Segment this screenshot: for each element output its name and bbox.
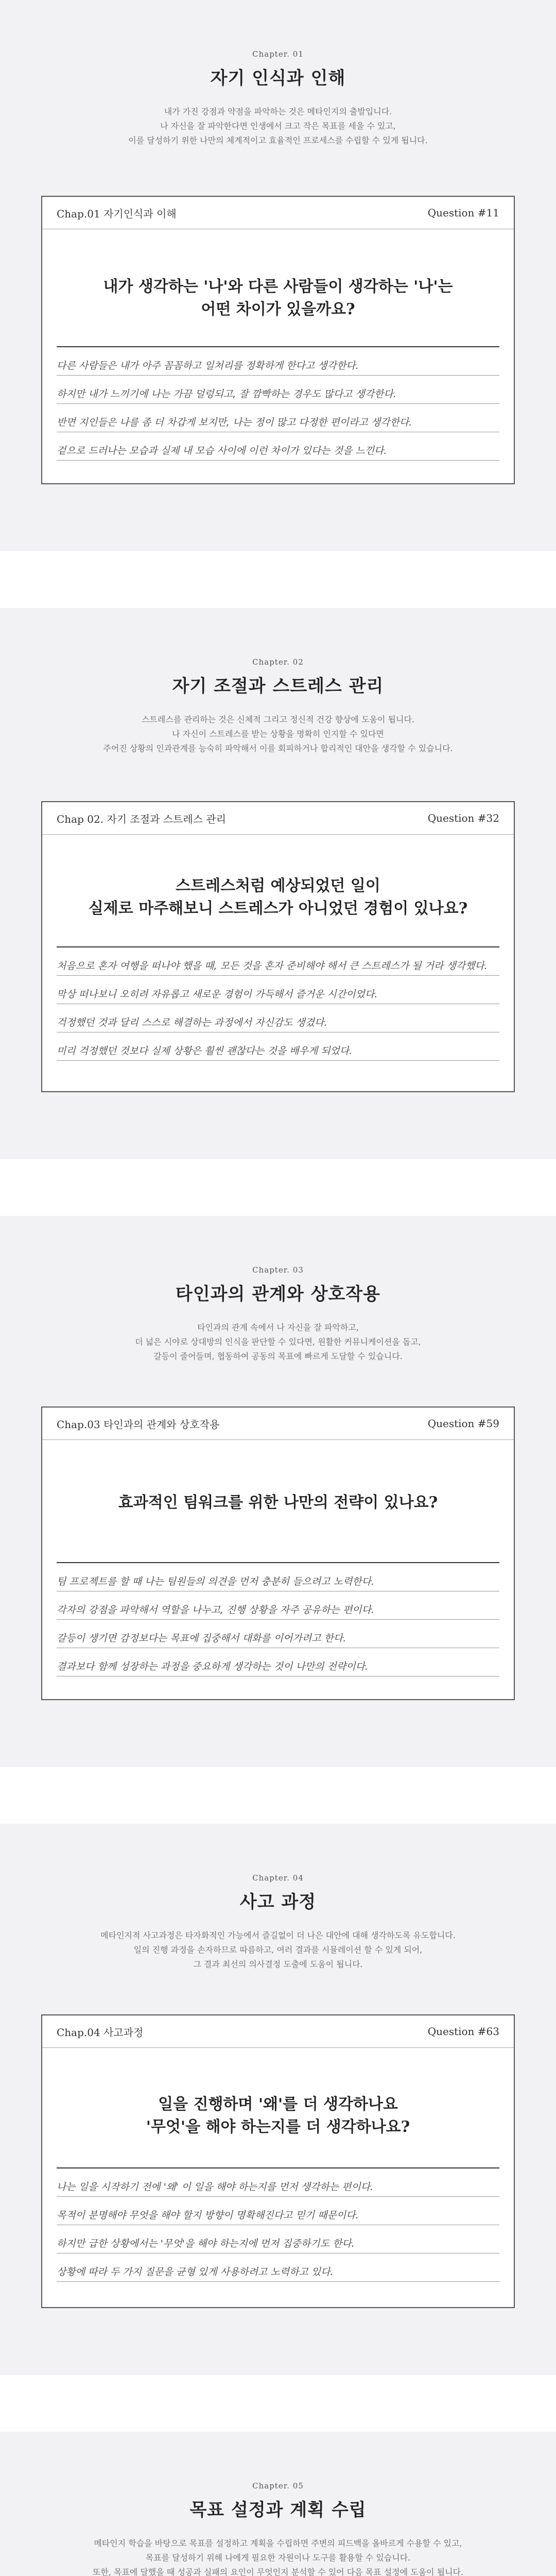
answer-line: 하지만 내가 느끼기에 나는 가끔 덜렁되고, 잘 깜빡하는 경우도 많다고 생각한다. — [57, 376, 499, 404]
question-text — [42, 875, 514, 920]
chapter-title: 목표 설정과 계획 수립 — [189, 2500, 367, 2520]
answer-line: 갈등이 생기면 감정보다는 목표에 집중해서 대화를 이어가려고 한다. — [57, 1620, 499, 1648]
answer-line: 걱정했던 것과 달리 스스로 해결하는 과정에서 자신감도 생겼다. — [57, 1004, 499, 1032]
description-line: 갈등이 줄어들며, 협동하여 공동의 목표에 빠르게 도달할 수 있습니다. — [153, 1351, 403, 1361]
chapter-description — [0, 713, 556, 756]
answer-line: 다른 사람들은 내가 아주 꼼꼼하고 일처리를 정확하게 한다고 생각한다. — [57, 347, 499, 376]
card-header — [42, 1408, 514, 1440]
card-chapter-label: Chap 02. 자기 조절과 스트레스 관리 — [57, 812, 227, 825]
description-line: 나 자신을 잘 파악한다면 인생에서 크고 작은 목표를 세울 수 있고, — [160, 121, 396, 131]
chapter-section-5 — [0, 2432, 556, 2576]
answer-area[interactable] — [57, 346, 499, 461]
chapter-label: Chapter. 04 — [252, 1873, 304, 1883]
answer-line: 막상 떠나보니 오히려 자유롭고 새로운 경험이 가득해서 즐거운 시간이었다. — [57, 976, 499, 1004]
answer-line: 팀 프로젝트를 할 때 나는 팀원들의 의견을 먼저 충분히 들으려고 노력한다. — [57, 1563, 499, 1591]
answer-line: 상황에 따라 두 가지 질문을 균형 있게 사용하려고 노력하고 있다. — [57, 2253, 499, 2282]
description-line: 그 결과 최선의 의사결정 도출에 도움이 됩니다. — [193, 1959, 363, 1969]
description-line: 메타인지 학습을 바탕으로 목표를 설정하고 계획을 수립하면 주변의 피드백을 올바르게 수용할 수 있고, — [94, 2538, 462, 2548]
description-line: 또한, 목표에 달했을 때 성공과 실패의 요인이 무엇인지 분석할 수 있어 다음 목표 설정에 도움이 됩니다. — [92, 2567, 464, 2576]
chapter-title: 타인과의 관계와 상호작용 — [176, 1284, 380, 1304]
question-card — [41, 196, 515, 484]
answer-line: 각자의 강점을 파악해서 역할을 나누고, 진행 상황을 자주 공유하는 편이다. — [57, 1591, 499, 1620]
question-text — [42, 2093, 514, 2139]
question-line: '무엇'을 해야 하는지를 더 생각하나요? — [146, 2118, 410, 2136]
answer-area[interactable] — [57, 2167, 499, 2282]
card-chapter-label: Chap.04 사고과정 — [57, 2026, 144, 2039]
card-chapter-label: Chap.01 자기인식과 이해 — [57, 207, 177, 220]
chapter-section-3 — [0, 1216, 556, 1767]
answer-line: 나는 일을 시작하기 전에 '왜' 이 일을 해야 하는지를 먼저 생각하는 편이다. — [57, 2168, 499, 2197]
description-line: 나 자신이 스트레스를 받는 상황을 명확히 인지할 수 있다면 — [172, 729, 384, 739]
answer-line: 처음으로 혼자 여행을 떠나야 했을 때, 모든 것을 혼자 준비해야 해서 큰 스트레스가 될 거라 생각했다. — [57, 947, 499, 976]
chapter-description — [0, 2536, 556, 2576]
answer-area[interactable] — [57, 1562, 499, 1676]
answer-area[interactable] — [57, 946, 499, 1061]
chapter-section-2 — [0, 608, 556, 1159]
question-line: 실제로 마주해보니 스트레스가 아니었던 경험이 있나요? — [88, 900, 468, 918]
chapter-label: Chapter. 01 — [252, 49, 304, 59]
chapter-label: Chapter. 03 — [252, 1265, 304, 1275]
card-chapter-label: Chap.03 타인과의 관계와 상호작용 — [57, 1418, 220, 1431]
question-card — [41, 1406, 515, 1700]
card-header — [42, 197, 514, 229]
description-line: 스트레스를 관리하는 것은 신체적 그리고 정신적 건강 향상에 도움이 됩니다. — [142, 715, 414, 724]
question-line: 내가 생각하는 '나'와 다른 사람들이 생각하는 '나'는 — [103, 278, 453, 296]
description-line: 주어진 상황의 인과관계를 능숙히 파악해서 이를 회피하거나 합리적인 대안을 생각할 수 있습니다. — [103, 743, 453, 753]
question-card — [41, 2014, 515, 2308]
chapter-title: 자기 조절과 스트레스 관리 — [172, 676, 384, 697]
answer-line: 미리 걱정했던 것보다 실제 상황은 훨씬 괜찮다는 것을 배우게 되었다. — [57, 1032, 499, 1061]
question-line: 스트레스처럼 예상되었던 일이 — [176, 877, 380, 895]
chapter-title: 사고 과정 — [239, 1892, 317, 1912]
description-line: 타인과의 관계 속에서 나 자신을 잘 파악하고, — [197, 1323, 359, 1332]
question-card — [41, 801, 515, 1092]
description-line: 내가 가진 강점과 약점을 파악하는 것은 메타인지의 출발입니다. — [164, 107, 392, 116]
answer-line: 결과보다 함께 성장하는 과정을 중요하게 생각하는 것이 나만의 전략이다. — [57, 1648, 499, 1676]
chapter-title: 자기 인식과 인해 — [210, 68, 346, 89]
question-line: 어떤 차이가 있을까요? — [201, 300, 355, 318]
chapter-description — [0, 1928, 556, 1972]
question-number: Question #11 — [427, 207, 499, 219]
answer-line: 반면 지인들은 나를 좀 더 차갑게 보지만, 나는 정이 많고 다정한 편이라고 생각한다. — [57, 404, 499, 432]
question-number: Question #32 — [427, 812, 499, 824]
question-line: 일을 진행하며 '왜'를 더 생각하나요 — [158, 2095, 398, 2113]
description-line: 일의 진행 과정을 손자하므로 따름하고, 여러 결과를 시뮬레이션 할 수 있게 되어, — [133, 1945, 423, 1955]
chapter-label: Chapter. 05 — [252, 2481, 304, 2490]
chapter-label: Chapter. 02 — [252, 657, 304, 667]
chapter-description — [0, 1320, 556, 1364]
question-line: 효과적인 팀워크를 위한 나만의 전략이 있나요? — [118, 1494, 438, 1512]
card-header — [42, 802, 514, 835]
chapter-section-1 — [0, 0, 556, 551]
answer-line: 겉으로 드러나는 모습과 실제 내 모습 사이에 이런 차이가 있다는 것을 느낀다. — [57, 432, 499, 461]
description-line: 더 넓은 시야로 상대방의 인식을 판단할 수 있다면, 원활한 커뮤니케이션을 돕고, — [135, 1337, 421, 1347]
chapter-section-4 — [0, 1824, 556, 2375]
question-text — [42, 1492, 514, 1514]
chapter-description — [0, 105, 556, 148]
answer-line: 하지만 급한 상황에서는 '무엇'을 해야 하는지에 먼저 집중하기도 한다. — [57, 2225, 499, 2253]
description-line: 목표를 달성하기 위해 나에게 필요한 자원이나 도구를 활용할 수 있습니다. — [145, 2553, 411, 2563]
question-number: Question #59 — [427, 1417, 499, 1430]
description-line: 이를 달성하기 위한 나만의 체계적이고 효율적인 프로세스를 수립할 수 있게 됩니다. — [128, 135, 428, 145]
description-line: 메타인지적 사고과정은 타자화적인 가능에서 즐길없이 더 나은 대안에 대해 생각하도록 유도합니다. — [100, 1930, 456, 1940]
question-number: Question #63 — [427, 2025, 499, 2038]
card-header — [42, 2015, 514, 2048]
question-text — [42, 276, 514, 321]
answer-line: 목적이 분명해야 무엇을 해야 할지 방향이 명확해진다고 믿기 때문이다. — [57, 2197, 499, 2225]
